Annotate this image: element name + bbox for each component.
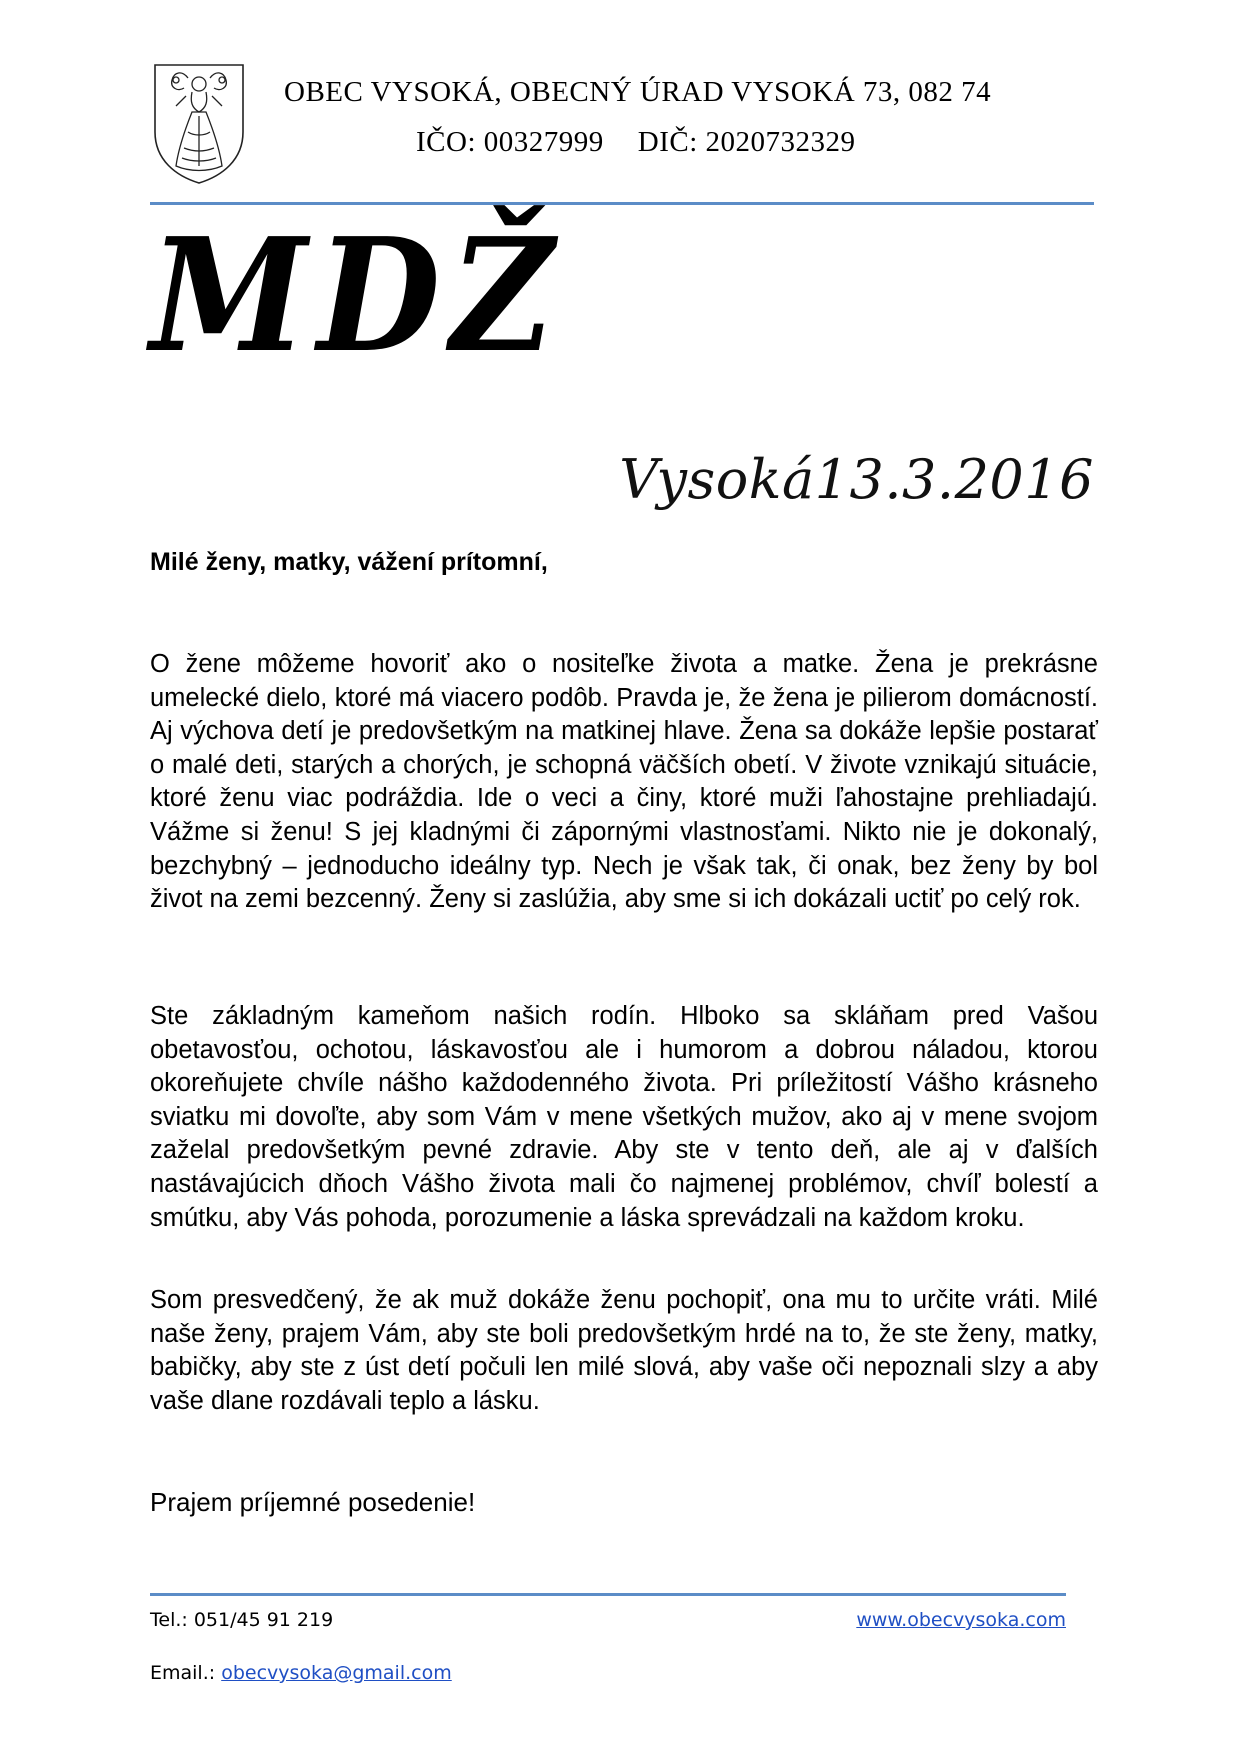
- salutation: Milé ženy, matky, vážení prítomní,: [150, 548, 548, 576]
- email-label: Email.:: [150, 1662, 222, 1684]
- website-link[interactable]: www.obecvysoka.com: [856, 1609, 1066, 1631]
- dic-number: DIČ: 2020732329: [637, 126, 856, 158]
- place-and-date: Vysoká13.3.2016: [619, 448, 1094, 511]
- tax-identifiers: [416, 126, 856, 159]
- footer-divider: [150, 1593, 1066, 1596]
- email-row: [150, 1662, 452, 1684]
- body-paragraph: Ste základným kameňom našich rodín. Hlboko sa skláňam pred Vašou obetavosťou, ochotou, láskavosťou ale i humorom a dobrou náladou, ktorou okoreňujete chvíle nášho každodenného života. Pri príležitostí Vášho krásneho sviatku mi dovoľte, aby som Vám v mene všetkých mužov, ako aj v mene svojom zaželal predovšetkým pevné zdravie. Aby ste v tento deň, ale aj v ďalších nastávajúcich dňoch Vášho života mali čo najmenej problémov, chvíľ bolestí a smútku, aby Vás pohoda, porozumenie a láska sprevádzali na každom kroku.: [150, 1002, 1098, 1232]
- body-paragraph: O žene môžeme hovoriť ako o nositeľke života a matke. Žena je prekrásne umelecké dielo, ktoré má viacero podôb. Pravda je, že žena je pilierom domácností. Aj výchova detí je predovšetkým na matkinej hlave. Žena sa dokáže lepšie postarať o malé deti, starých a chorých, je schopná väčších obetí. V živote vznikajú situácie, ktoré ženu viac podráždia. Ide o veci a činy, ktoré muži ľahostajne prehliadajú. Vážme si ženu! S jej kladnými či zápornými vlastnosťami. Nikto nie je dokonalý, bezchybný – jednoducho ideálny typ. Nech je však tak, či onak, bez ženy by bol život na zemi bezcenný. Ženy si zaslúžia, aby sme si ich dokázali uctiť po celý rok.: [150, 650, 1098, 914]
- coat-of-arms-icon: [152, 62, 246, 186]
- body-paragraph: Som presvedčený, že ak muž dokáže ženu pochopiť, ona mu to určite vráti. Milé naše ženy, prajem Vám, aby ste boli predovšetkým hrdé na to, že ste ženy, matky, babičky, aby ste z úst detí počuli len milé slová, aby vaše oči nepoznali slzy a aby vaše dlane rozdávali teplo a lásku.: [150, 1286, 1098, 1415]
- closing-line: Prajem príjemné posedenie!: [150, 1487, 476, 1517]
- ico-number: IČO: 00327999: [416, 126, 604, 158]
- document-title: MDŽ: [150, 204, 564, 388]
- email-link[interactable]: obecvysoka@gmail.com: [221, 1662, 452, 1684]
- office-address: OBEC VYSOKÁ, OBECNÝ ÚRAD VYSOKÁ 73, 082 74: [284, 76, 992, 108]
- phone-number: Tel.: 051/45 91 219: [150, 1609, 334, 1631]
